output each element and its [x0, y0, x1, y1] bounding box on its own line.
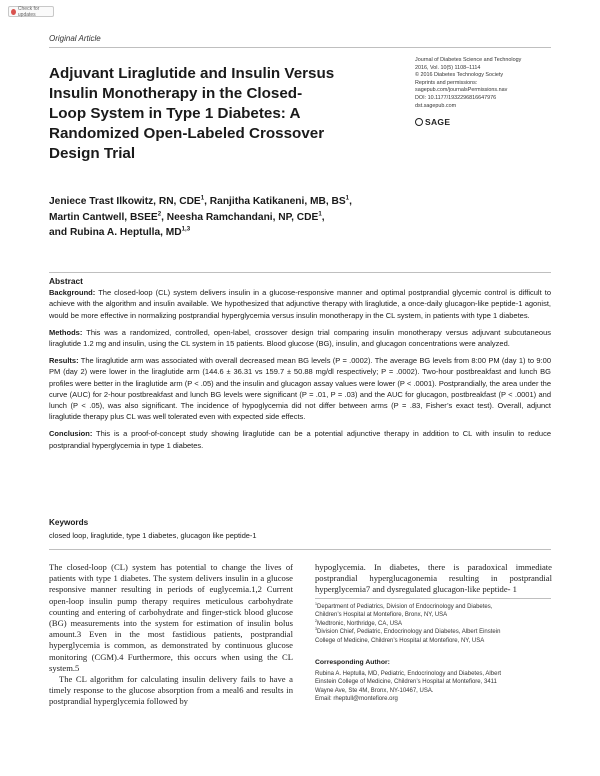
journal-url[interactable]: dst.sagepub.com	[415, 102, 457, 109]
sage-logo-icon	[415, 118, 423, 126]
separator: ,	[321, 211, 325, 223]
affiliation-marker: 1	[345, 194, 350, 202]
doi[interactable]: DOI: 10.1177/1932296816647976	[415, 94, 497, 101]
article-type: Original Article	[49, 34, 101, 43]
section-label: Conclusion:	[49, 429, 93, 439]
section-label: Methods:	[49, 327, 83, 337]
corresponding-author-details	[315, 670, 551, 704]
body-paragraph: The closed-loop (CL) system has potential to change the lives of patients with type 1 diabetes. The system delivers insulin in a glucose responsive manner resulting in periods of euglycemia.1,2 Current open-loop insulin pump therapy requires meticulous carbohydrate counting and entering of carbohydrate and finger-stick blood glucose (BG) measurements into the system for estimation of insulin bolus amount.3 Even in the most fastidious patients, postprandial hyperglycemia is common, as demonstrated by continuous glucose monitoring (CGM).4 Furthermore, this occurs when using the CL system.5	[49, 562, 293, 673]
affiliation-marker: 2	[157, 210, 162, 218]
author-name: Martin Cantwell, BSEE	[49, 211, 158, 223]
corresponding-author-heading: Corresponding Author:	[315, 659, 390, 666]
affiliation-marker: 1	[318, 210, 322, 218]
section-text: This was a randomized, controlled, open-label, crossover design trial comparing insulin monotherapy versus adjuvant subcutaneous liraglutide 1.2 mg and insulin, using the CL system in 15 patients. Blood glucose (BG), insulin, and glucagon concentrations were analyzed.	[49, 327, 551, 349]
abstract-heading: Abstract	[49, 276, 83, 286]
affiliation-line	[315, 637, 551, 645]
section-label: Background:	[49, 288, 96, 298]
abstract	[49, 272, 551, 457]
body-column-right: hypoglycemia. In diabetes, there is paradoxical immediate postprandial hyperglucagonemia resulting in postprandial hyperglycemia7 and dysregulated glucagon-like peptide- 1	[315, 562, 552, 595]
author-list	[49, 194, 449, 241]
title-line: Randomized Open-Labeled Crossover	[49, 125, 325, 142]
section-label: Results:	[49, 356, 79, 366]
section-text: The closed-loop (CL) system delivers insulin in a glucose-responsive manner and optimal postprandial glycemic control is difficult to achieve with the algorithm and insulin available. We hypothesized that adjunctive therapy with liraglutide, a once-daily glucagon-like peptide-1 agonist, would be more effective in normalizing postprandial hyperglycemia versus insulin monotherapy in the CL system, in patients with type 1 diabetes.	[49, 288, 551, 320]
sage-logo	[415, 117, 450, 127]
keywords-divider	[49, 549, 551, 550]
keywords-list: closed loop, liraglutide, type 1 diabetes, glucagon like peptide-1	[49, 531, 257, 540]
corresponding-line: Rubina A. Heptulla, MD, Pediatric, Endocrinology and Diabetes, Albert	[315, 671, 502, 677]
abstract-methods	[49, 327, 551, 349]
section-text: This is a proof-of-concept study showing liraglutide can be a potential adjunctive therapy in addition to CL with insulin to reduce postprandial hyperglycemia in type 1 diabetes.	[49, 429, 551, 450]
affiliation-marker: 1	[315, 602, 317, 606]
section-text: The liraglutide arm was associated with overall decreased mean BG levels (P = .0002). The average BG levels from 8:00 PM (day 1) to 9:00 PM (day 2) were lower in the liraglutide arm (144.6 ± 36.31 vs 159.7 ± 50.88 mg/dl respectively; P = .0002). Two-hour postbreakfast and lunch BG profiles were better in the liraglutide arm (P < .05) and the insulin and glucagon assay values were lower (P < .0001). Postprandially, the area under the curve (AUC) for 2-hour postbreakfast and lunch BG levels were significant (P = .01, P = .03) and the AUC for glucagon, postbreakfast (P < .0001) and lunch (P < .05), was also significant. The incidence of hypoglycemia did not differ between arms (P = .83, Fisher’s exact test). Overall, adjunct liraglutide therapy plus CL was well tolerated even with expected side effects.	[49, 356, 552, 422]
affiliation-marker: 2	[315, 618, 317, 623]
title-line: Adjuvant Liraglutide and Insulin Versus	[49, 65, 335, 82]
crossmark-icon	[11, 9, 16, 15]
affiliation-line	[315, 603, 551, 611]
affiliation-marker: 1	[200, 194, 205, 202]
author-name: , Ranjitha Katikaneni, MB, BS	[204, 196, 346, 207]
author-line	[49, 194, 449, 210]
affiliation-text: Department of Pediatrics, Division of Endocrinology and Diabetes,	[317, 604, 493, 610]
author-name: and Rubina A. Heptulla, MD	[49, 227, 182, 238]
author-name: Jeniece Trast Ilkowitz, RN, CDE	[49, 196, 201, 207]
affiliation-text: Medtronic, Northridge, CA, USA	[317, 620, 403, 627]
body-paragraph: The CL algorithm for calculating insulin delivery fails to have a timely response to the glucose absorption from a meal6 and results in postprandial hyperglycemia followed by	[49, 674, 293, 707]
author-line	[49, 210, 449, 226]
body-column-left	[49, 562, 293, 708]
header-divider	[49, 47, 551, 48]
reprints-label: Reprints and permissions:	[415, 79, 478, 86]
affiliation-text: College of Medicine, Children’s Hospital at Montefiore, NY, USA	[315, 637, 485, 644]
affiliations	[315, 603, 551, 645]
affiliation-line	[315, 611, 551, 619]
abstract-background	[49, 287, 551, 321]
keywords-heading: Keywords	[49, 518, 89, 527]
corresponding-email[interactable]: Email: rheptull@montefiore.org	[315, 696, 398, 703]
affiliations-divider	[315, 598, 551, 599]
title-line: Design Trial	[49, 145, 136, 162]
affiliation-text: Children’s Hospital at Montefiore, Bronx, NY, USA	[315, 612, 448, 619]
sage-logo-text: SAGE	[425, 117, 451, 127]
check-for-updates-badge[interactable]	[8, 6, 54, 17]
corresponding-line: Wayne Ave, Ste 4M, Bronx, NY-10467, USA.	[315, 687, 434, 694]
abstract-divider	[49, 272, 551, 273]
title-line: Insulin Monotherapy in the Closed-	[49, 85, 303, 102]
paper-title	[49, 64, 409, 164]
journal-volume: 2016, Vol. 10(5) 1108–1114	[415, 64, 481, 71]
abstract-results	[49, 355, 551, 422]
affiliation-marker: 1,3	[181, 225, 191, 233]
copyright: © 2016 Diabetes Technology Society	[415, 72, 504, 79]
permissions-link[interactable]: sagepub.com/journalsPermissions.nav	[415, 87, 508, 94]
author-name: , Neesha Ramchandani, NP, CDE	[161, 211, 319, 223]
corresponding-line: Einstein College of Medicine, Children’s Hospital at Montefiore, 3411	[315, 679, 497, 686]
title-line: Loop System in Type 1 Diabetes: A	[49, 105, 301, 122]
affiliation-line	[315, 628, 551, 636]
affiliation-line	[315, 620, 551, 628]
check-for-updates-label: Check for updates	[17, 5, 40, 18]
journal-name: Journal of Diabetes Science and Technology	[415, 57, 522, 63]
separator: ,	[349, 196, 352, 207]
affiliation-text: Division Chief, Pediatric, Endocrinology and Diabetes, Albert Einstein	[317, 629, 501, 636]
affiliation-marker: 3	[315, 627, 317, 632]
journal-info	[415, 57, 555, 110]
author-line	[49, 225, 449, 241]
abstract-conclusion	[49, 428, 551, 450]
